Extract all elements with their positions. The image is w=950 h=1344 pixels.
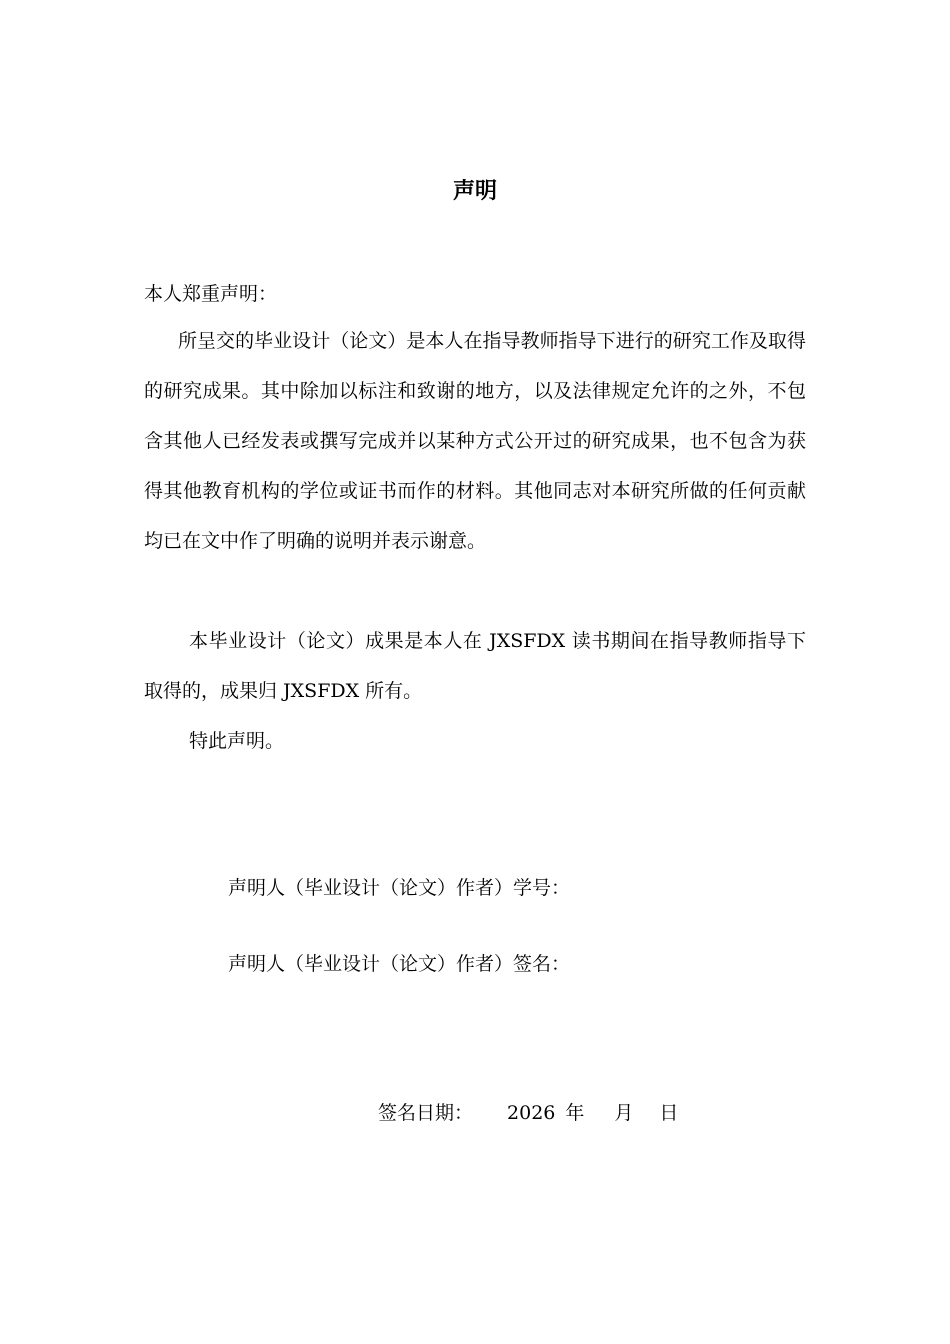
date-label: 签名日期： xyxy=(378,1102,474,1124)
signature-date xyxy=(378,1098,678,1128)
student-id-label: 声明人（毕业设计（论文）作者）学号： xyxy=(228,877,571,899)
declaration-paragraph-2: 本毕业设计（论文）成果是本人在 JXSFDX 读书期间在指导教师指导下取得的，成果归 JXSFDX 所有。 xyxy=(144,630,806,702)
date-year: 2026 xyxy=(507,1102,556,1124)
declaration-paragraph-1: 所呈交的毕业设计（论文）是本人在指导教师指导下进行的研究工作及取得的研究成果。其中除加以标注和致谢的地方，以及法律规定允许的之外，不包含其他人已经发表或撰写完成并以某种方式公开过的研究成果，也不包含为获得其他教育机构的学位或证书而作的材料。其他同志对本研究所做的任何贡献均已在文中作了明确的说明并表示谢意。 xyxy=(144,330,806,552)
date-year-unit: 年 xyxy=(565,1102,585,1124)
date-month-unit: 月 xyxy=(614,1102,634,1124)
closing-statement: 特此声明。 xyxy=(189,730,285,752)
page-title: 声明 xyxy=(452,179,497,204)
signature-label: 声明人（毕业设计（论文）作者）签名： xyxy=(228,953,571,975)
date-day-unit: 日 xyxy=(659,1102,679,1124)
salutation: 本人郑重声明： xyxy=(144,283,278,305)
